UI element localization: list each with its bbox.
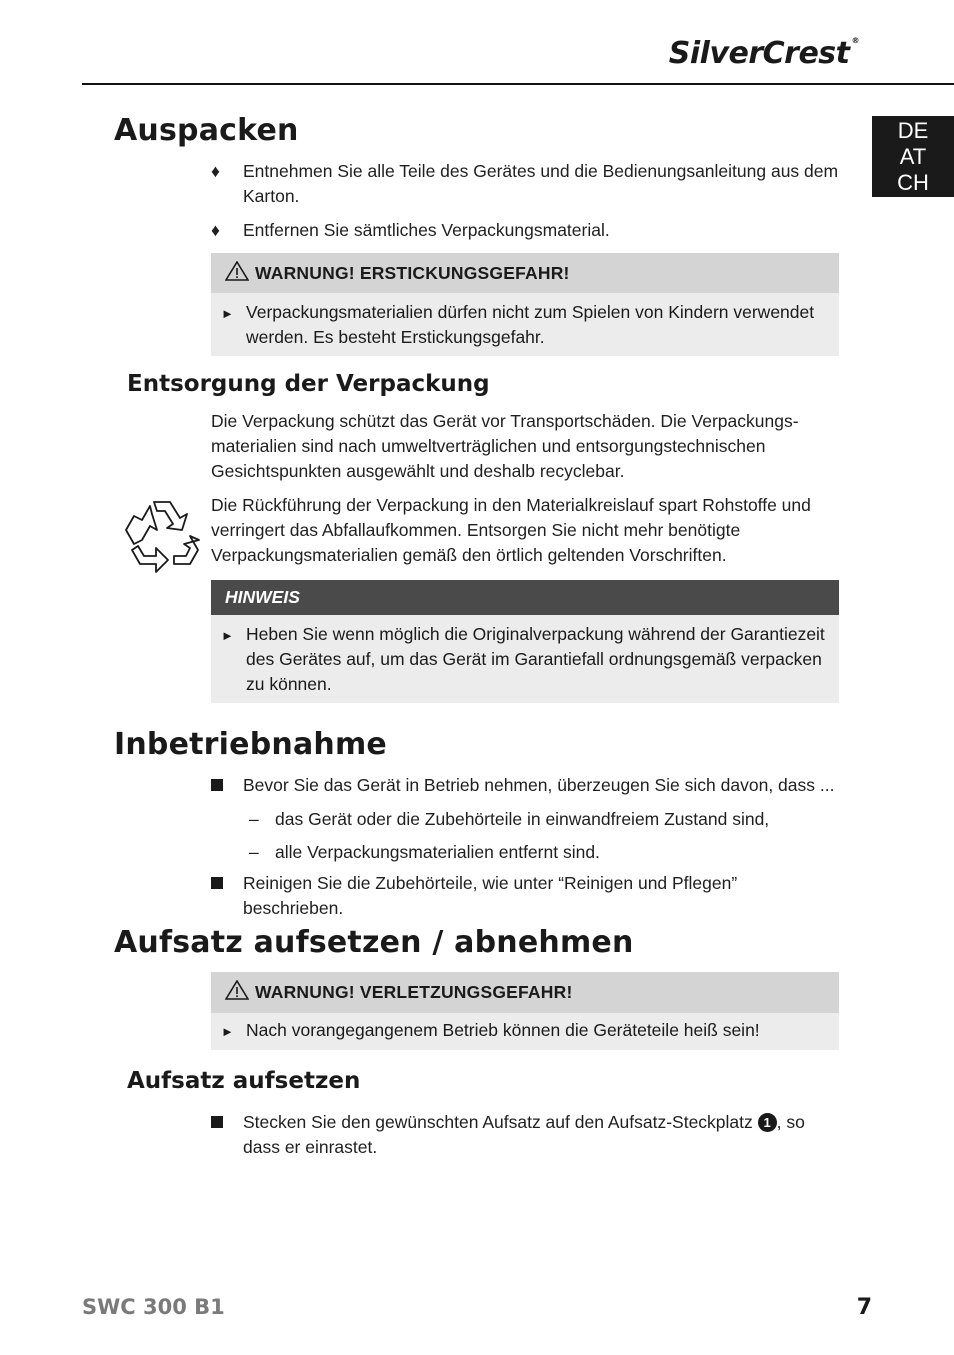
- note-box: [211, 580, 839, 703]
- lang-ch: CH: [897, 170, 929, 195]
- warning-header: [211, 972, 839, 1013]
- warning-title: WARNUNG! VERLETZUNGSGEFAHR!: [255, 982, 573, 1002]
- brand-registered-mark: ®: [851, 36, 859, 45]
- heading-aufsatz-aufsetzen: Aufsatz aufsetzen: [127, 1068, 361, 1094]
- warning-header: [211, 253, 839, 293]
- heading-entsorgung: Entsorgung der Verpackung: [127, 371, 490, 397]
- list-item-text: Entnehmen Sie alle Teile des Gerätes und die Bedienungsanleitung aus dem Karton.: [243, 161, 839, 206]
- diamond-bullet-icon: ♦: [211, 220, 220, 240]
- heading-inbetriebnahme: Inbetriebnahme: [114, 727, 387, 762]
- list-item: [221, 300, 825, 350]
- list-item-text: Reinigen Sie die Zubehörteile, wie unter “Reinigen und Pflegen” beschrieben.: [243, 873, 738, 918]
- inbetriebnahme-steps: [211, 773, 841, 921]
- sub-list-item: [211, 807, 841, 832]
- lang-at: AT: [899, 144, 927, 169]
- list-item: [211, 159, 839, 209]
- recycling-icon: [120, 496, 204, 579]
- square-bullet-icon: [211, 779, 223, 791]
- warning-triangle-icon: [225, 980, 249, 1005]
- list-item: [221, 1018, 825, 1044]
- list-item-text: Heben Sie wenn möglich die Originalverpackung während der Garantiezeit des Gerätes auf, um das Gerät im Garantiefall ordnungsgemäß verpacken zu können.: [246, 624, 825, 694]
- note-title: HINWEIS: [225, 587, 300, 607]
- language-tab: [872, 116, 954, 197]
- dash-bullet-icon: –: [249, 809, 259, 829]
- triangle-bullet-icon: ►: [221, 1024, 234, 1039]
- sub-list-item-text: das Gerät oder die Zubehörteile in einwandfreiem Zustand sind,: [275, 809, 770, 829]
- warning-body: [211, 1013, 839, 1050]
- heading-aufsatz: Aufsatz aufsetzen / abnehmen: [114, 925, 634, 960]
- note-header: [211, 580, 839, 615]
- list-item-text: Verpackungsmaterialien dürfen nicht zum Spielen von Kindern verwendet werden. Es besteht Erstickungsgefahr.: [246, 302, 815, 347]
- list-item: [211, 773, 841, 798]
- auspacken-bullets: [211, 159, 839, 243]
- square-bullet-icon: [211, 1116, 223, 1128]
- entsorgung-paragraph-2: Die Rückführung der Verpackung in den Materialkreislauf spart Rohstoffe und verringert das Abfallaufkommen. Entsorgen Sie nicht mehr benötigte Verpackungsmaterialien gemäß den örtlich geltenden Vorschriften.: [211, 495, 811, 565]
- list-item: [221, 622, 825, 697]
- list-item-text: Entfernen Sie sämtliches Verpackungsmaterial.: [243, 220, 610, 240]
- brand-logo: [669, 36, 859, 71]
- triangle-bullet-icon: ►: [221, 306, 234, 321]
- diamond-bullet-icon: ♦: [211, 161, 220, 181]
- list-item-text: Stecken Sie den gewünschten Aufsatz auf den Aufsatz-Steckplatz 1 , so dass er einrastet.: [243, 1112, 805, 1157]
- warning-triangle-icon: [225, 261, 249, 286]
- entsorgung-paragraph-1: Die Verpackung schützt das Gerät vor Transportschäden. Die Verpackungsmaterialien sind nach umweltverträglichen und entsorgungstechnischen Gesichtspunkten ausgewählt und deshalb recyclebar.: [211, 411, 799, 481]
- triangle-bullet-icon: ►: [221, 628, 234, 643]
- lang-de: DE: [897, 118, 929, 143]
- warning-title: WARNUNG! ERSTICKUNGSGEFAHR!: [255, 262, 570, 283]
- sub-list-item: [211, 840, 841, 865]
- heading-auspacken: Auspacken: [114, 113, 299, 148]
- note-body: [211, 615, 839, 703]
- brand-name: SilverCrest: [668, 36, 850, 71]
- page-number: 7: [856, 1295, 872, 1320]
- warning-body: [211, 293, 839, 356]
- aufsatz-steps: [211, 1110, 841, 1160]
- list-item-text: Nach vorangegangenem Betrieb können die Geräteteile heiß sein!: [246, 1020, 760, 1040]
- list-item: [211, 871, 841, 921]
- square-bullet-icon: [211, 877, 223, 889]
- sub-list-item-text: alle Verpackungsmaterialien entfernt sind.: [275, 842, 600, 862]
- list-item-text: Bevor Sie das Gerät in Betrieb nehmen, überzeugen Sie sich davon, dass ...: [243, 775, 835, 795]
- warning-box-injury: [211, 972, 839, 1050]
- warning-box-suffocation: [211, 253, 839, 356]
- footer-model: SWC 300 B1: [82, 1295, 225, 1319]
- list-item: [211, 1110, 841, 1160]
- part-number-badge: 1: [758, 1113, 777, 1132]
- header-rule: [82, 83, 954, 85]
- list-item: [211, 218, 839, 243]
- dash-bullet-icon: –: [249, 842, 259, 862]
